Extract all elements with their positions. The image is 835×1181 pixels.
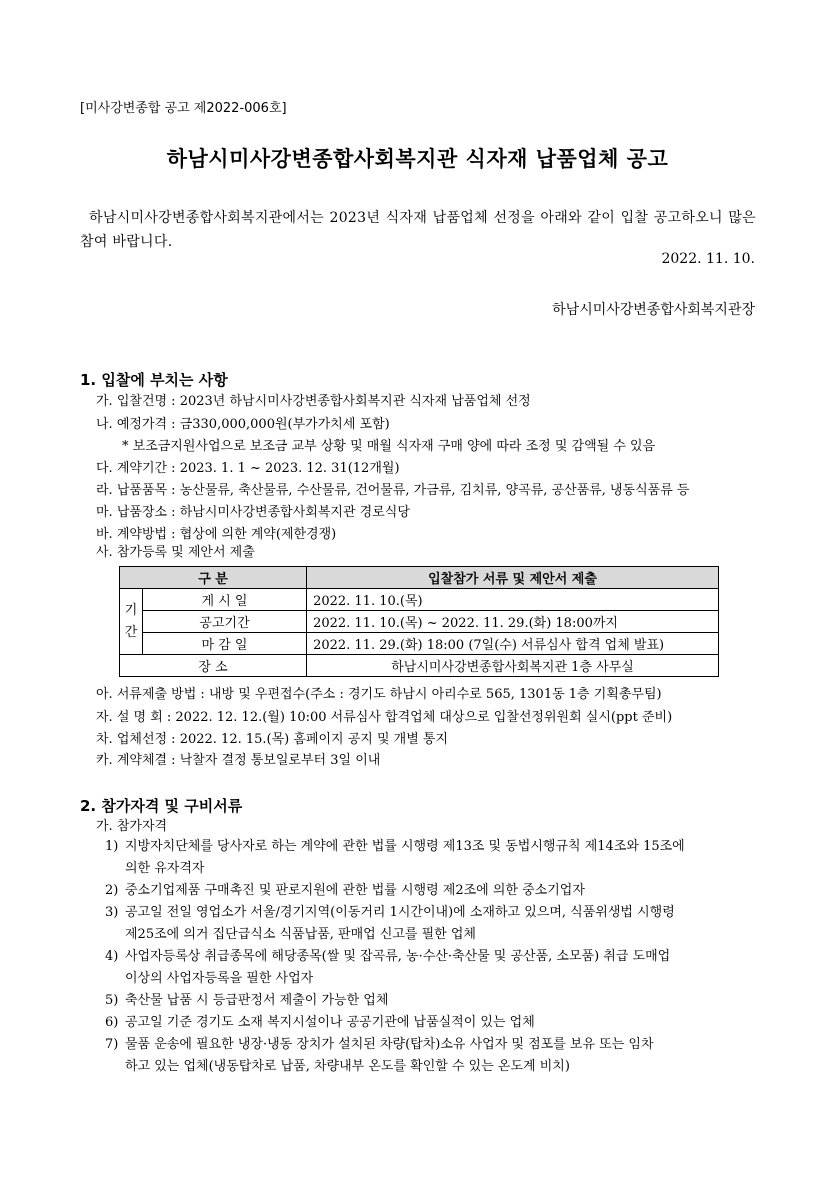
schedule-table <box>119 566 719 677</box>
section1-item: 아. 서류제출 방법 : 내방 및 우편접수(주소 : 경기도 하남시 아리수로 565, 1301동 1층 기획총무팀) <box>96 687 662 702</box>
table-header-category: 구 분 <box>120 567 307 589</box>
qualification-text: 사업자등록상 취급종목에 해당종목(쌀 및 잡곡류, 농·수산·축산물 및 공산품, 소모품) 취급 도매업 <box>125 949 671 964</box>
qualification-number: 5) <box>105 993 119 1008</box>
qualification-text: 공고일 기준 경기도 소재 복지시설이나 공공기관에 납품실적이 있는 업체 <box>125 1015 535 1030</box>
row-label: 게 시 일 <box>143 589 307 611</box>
section1-item: 자. 설 명 회 : 2022. 12. 12.(월) 10:00 서류심사 합격업체 대상으로 입찰선정위원회 실시(ppt 준비) <box>96 710 673 725</box>
qualification-number: 4) <box>105 949 119 964</box>
qualification-number: 2) <box>105 883 119 898</box>
qualification-number: 6) <box>105 1015 119 1030</box>
notice-number: [미사강변종합 공고 제2022-006호] <box>80 101 287 116</box>
intro-paragraph: 하남시미사강변종합사회복지관에서는 2023년 식자재 납품업체 선정을 아래와 같이 입찰 공고하오니 많은 참여 바랍니다. <box>80 210 756 250</box>
table-row <box>120 633 719 655</box>
qualification-number: 1) <box>105 839 119 854</box>
place-value: 하남시미사강변종합사회복지관 1층 사무실 <box>307 655 719 677</box>
section1-item: 사. 참가등록 및 제안서 제출 <box>96 545 255 560</box>
place-label: 장 소 <box>120 655 307 677</box>
qualification-text-cont: 의한 유자격자 <box>125 861 205 876</box>
table-row <box>120 611 719 633</box>
section1-item: 바. 계약방법 : 협상에 의한 계약(제한경쟁) <box>96 527 337 542</box>
table-row <box>120 655 719 677</box>
section1-note: * 보조금지원사업으로 보조금 교부 상황 및 매월 식자재 구매 양에 따라 조정 및 감액될 수 있음 <box>122 439 656 454</box>
qualification-text: 중소기업제품 구매촉진 및 판로지원에 관한 법률 시행령 제2조에 의한 중소기업자 <box>125 883 585 898</box>
notice-date: 2022. 11. 10. <box>661 251 755 267</box>
qualification-text: 축산물 납품 시 등급판정서 제출이 가능한 업체 <box>125 993 389 1008</box>
row-label: 마 감 일 <box>143 633 307 655</box>
row-value: 2022. 11. 10.(목) ~ 2022. 11. 29.(화) 18:00까지 <box>307 611 719 633</box>
row-label: 공고기간 <box>143 611 307 633</box>
table-row <box>120 589 719 611</box>
qualification-number: 7) <box>105 1037 119 1052</box>
qualification-text: 물품 운송에 필요한 냉장·냉동 장치가 설치된 차량(탑차)소유 사업자 및 점포를 보유 또는 임차 <box>125 1037 654 1052</box>
section1-item: 나. 예정가격 : 금330,000,000원(부가가치세 포함) <box>96 417 390 432</box>
qualification-text: 공고일 전일 영업소가 서울/경기지역(이동거리 1시간이내)에 소재하고 있으며, 식품위생법 시행령 <box>125 905 675 920</box>
section1-item: 차. 업체선정 : 2022. 12. 15.(목) 홈페이지 공지 및 개별 통지 <box>96 732 449 747</box>
qualification-text-cont: 이상의 사업자등록을 필한 사업자 <box>125 971 314 986</box>
section1-item: 라. 납품품목 : 농산물류, 축산물류, 수산물류, 건어물류, 가금류, 김치류, 양곡류, 공산품류, 냉동식품류 등 <box>96 483 690 498</box>
row-value: 2022. 11. 29.(화) 18:00 (7일(수) 서류심사 합격 업체 발표) <box>307 633 719 655</box>
qualification-text-cont: 하고 있는 업체(냉동탑차로 납품, 차량내부 온도를 확인할 수 있는 온도계 비치) <box>125 1059 570 1074</box>
table-header-content: 입찰참가 서류 및 제안서 제출 <box>307 567 719 589</box>
section2-heading: 2. 참가자격 및 구비서류 <box>80 797 243 815</box>
section1-heading: 1. 입찰에 부치는 사항 <box>80 371 228 389</box>
section1-item: 카. 계약체결 : 낙찰자 결정 통보일로부터 3일 이내 <box>96 753 381 768</box>
row-value: 2022. 11. 10.(목) <box>307 589 719 611</box>
section1-item: 다. 계약기간 : 2023. 1. 1 ~ 2023. 12. 31(12개월) <box>96 461 400 476</box>
issuer-name: 하남시미사강변종합사회복지관장 <box>552 302 755 318</box>
page-title: 하남시미사강변종합사회복지관 식자재 납품업체 공고 <box>166 147 669 171</box>
section1-item: 가. 입찰건명 : 2023년 하남시미사강변종합사회복지관 식자재 납품업체 선정 <box>96 394 531 409</box>
qualification-number: 3) <box>105 905 119 920</box>
section2-subheading: 가. 참가자격 <box>96 819 168 834</box>
qualification-text-cont: 제25조에 의거 집단급식소 식품납품, 판매업 신고를 필한 업체 <box>125 927 476 942</box>
qualification-text: 지방자치단체를 당사자로 하는 계약에 관한 법률 시행령 제13조 및 동법시행규칙 제14조와 15조에 <box>125 839 685 854</box>
section1-item: 마. 납품장소 : 하남시미사강변종합사회복지관 경로식당 <box>96 505 410 520</box>
period-label: 기 간 <box>120 589 143 655</box>
